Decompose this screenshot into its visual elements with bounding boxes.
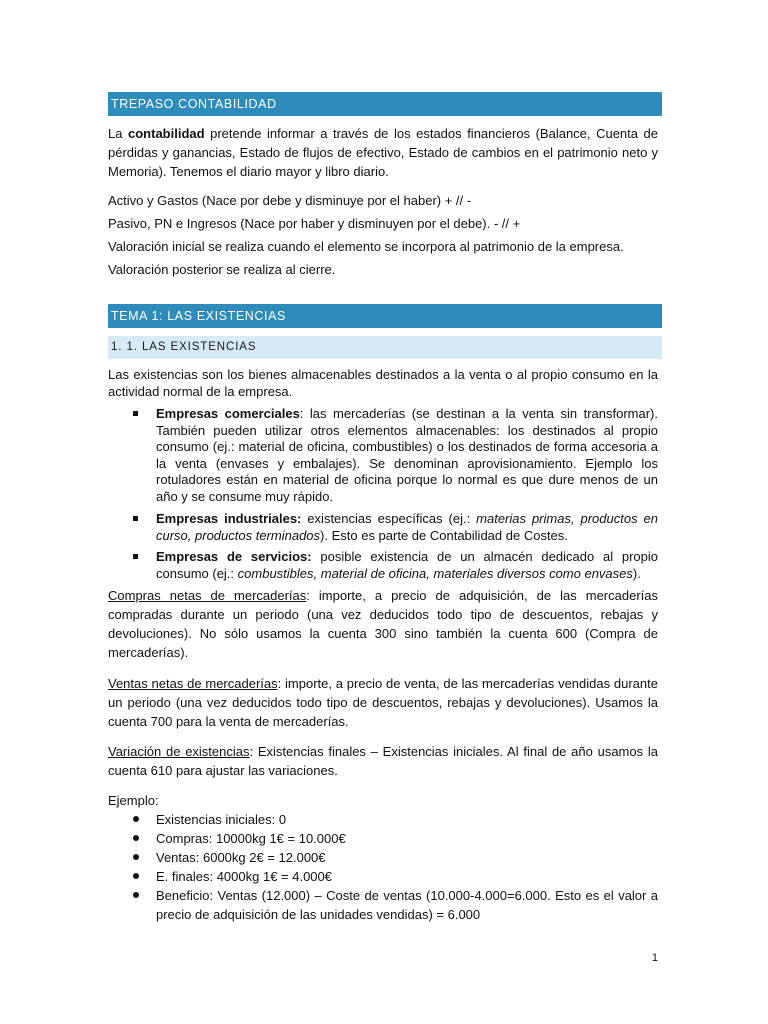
- ejemplo-item-text: Beneficio: Ventas (12.000) – Coste de ventas (10.000-4.000=6.000. Esto es el valor a precio de adquisición de las unidades vendidas) = 6.000: [156, 888, 658, 922]
- bullet-comerciales: [156, 406, 658, 505]
- ejemplo-item-text: Ventas: 6000kg 2€ = 12.000€: [156, 850, 326, 865]
- ejemplo-title: Ejemplo:: [108, 793, 159, 808]
- ejemplo-item: [156, 848, 658, 867]
- section-header-tema1: TEMA 1: LAS EXISTENCIAS: [108, 304, 662, 328]
- bullet-text-post: ).: [632, 565, 641, 581]
- bullet-text: : las mercaderías (se destinan a la venta sin transformar). También pueden utilizar otros elementos almacenables: los destinados al propio consumo (ej.: material de oficina, combustibles) o los destinados de forma accesoria a la venta (envases y embalajes). Se denominan aprovisionamiento. Ejemplo los rotuladores están en material de oficina porque lo normal es que dure menos de un año y se consume muy rápido.: [156, 406, 658, 504]
- ventas-label: Ventas netas de mercaderías: [108, 676, 278, 691]
- intro-prefix: La: [108, 126, 129, 141]
- bullet-industriales: [156, 511, 658, 544]
- ejemplo-item: [156, 886, 658, 924]
- square-bullet-icon: [133, 411, 138, 416]
- bullet-bold: Empresas industriales:: [156, 511, 302, 526]
- rule-valoracion-posterior: Valoración posterior se realiza al cierre.: [108, 262, 336, 277]
- ejemplo-item-text: Compras: 10000kg 1€ = 10.000€: [156, 831, 346, 846]
- bullet-italic: combustibles, material de oficina, materiales diversos como envases: [237, 565, 633, 581]
- ventas-text: : importe, a precio de venta, de las mercaderías vendidas durante un periodo (una vez deducidos todo tipo de descuentos, rebajas y devoluciones). Usamos la cuenta 700 para la venta de mercaderías.: [108, 676, 658, 729]
- round-bullet-icon: [133, 892, 139, 898]
- bullet-italic: materias primas, productos en curso, productos terminados: [156, 511, 658, 543]
- page-number: 1: [651, 952, 658, 964]
- document-page: [108, 0, 662, 1024]
- intro-paragraph: [108, 124, 658, 181]
- subsection-header: 1. 1. LAS EXISTENCIAS: [108, 336, 662, 359]
- ejemplo-item: [156, 810, 658, 829]
- bullet-servicios: [156, 549, 658, 582]
- bullet-bold: Empresas comerciales: [156, 406, 300, 421]
- ejemplo-item: [156, 867, 658, 886]
- ventas-paragraph: [108, 674, 658, 731]
- variacion-label: Variación de existencias: [108, 744, 250, 759]
- ejemplo-item-text: Existencias iniciales: 0: [156, 812, 287, 827]
- variacion-paragraph: [108, 742, 658, 780]
- rule-activo: Activo y Gastos (Nace por debe y disminuye por el haber) + // -: [108, 193, 472, 208]
- bullet-text: posible existencia de un almacén dedicado al propio consumo (ej.:: [156, 549, 659, 581]
- bullet-text-post: ). Esto es parte de Contabilidad de Costes.: [320, 527, 568, 543]
- square-bullet-icon: [133, 554, 138, 559]
- square-bullet-icon: [133, 516, 138, 521]
- bullet-text: existencias específicas (ej.:: [301, 511, 477, 526]
- intro-bold-term: contabilidad: [128, 126, 205, 141]
- round-bullet-icon: [133, 854, 139, 860]
- variacion-text: : Existencias finales – Existencias iniciales. Al final de año usamos la cuenta 610 para ajustar las variaciones.: [108, 744, 658, 778]
- existencias-definition: Las existencias son los bienes almacenables destinados a la venta o al propio consumo en la actividad normal de la empresa.: [108, 367, 658, 399]
- compras-paragraph: [108, 586, 658, 662]
- bullet-bold: Empresas de servicios:: [156, 549, 312, 564]
- round-bullet-icon: [133, 873, 139, 879]
- compras-text: : importe, a precio de adquisición, de las mercaderías compradas durante un periodo (una vez deducidos todo tipo de descuentos, rebajas y devoluciones). No sólo usamos la cuenta 300 sino también la cuenta 600 (Compra de mercaderías).: [108, 588, 658, 660]
- rule-valoracion-inicial: Valoración inicial se realiza cuando el elemento se incorpora al patrimonio de la empresa.: [108, 239, 624, 254]
- section-header-trepaso: TREPASO CONTABILIDAD: [108, 92, 662, 116]
- rule-pasivo: Pasivo, PN e Ingresos (Nace por haber y disminuyen por el debe). - // +: [108, 216, 521, 231]
- compras-label: Compras netas de mercaderías: [108, 588, 307, 603]
- round-bullet-icon: [133, 835, 139, 841]
- ejemplo-item-text: E. finales: 4000kg 1€ = 4.000€: [156, 869, 332, 884]
- intro-rest: pretende informar a través de los estados financieros (Balance, Cuenta de pérdidas y ganancias, Estado de flujos de efectivo, Estado de cambios en el patrimonio neto y Memoria). Tenemos el diario mayor y libro diario.: [108, 126, 658, 179]
- round-bullet-icon: [133, 816, 139, 822]
- ejemplo-item: [156, 829, 658, 848]
